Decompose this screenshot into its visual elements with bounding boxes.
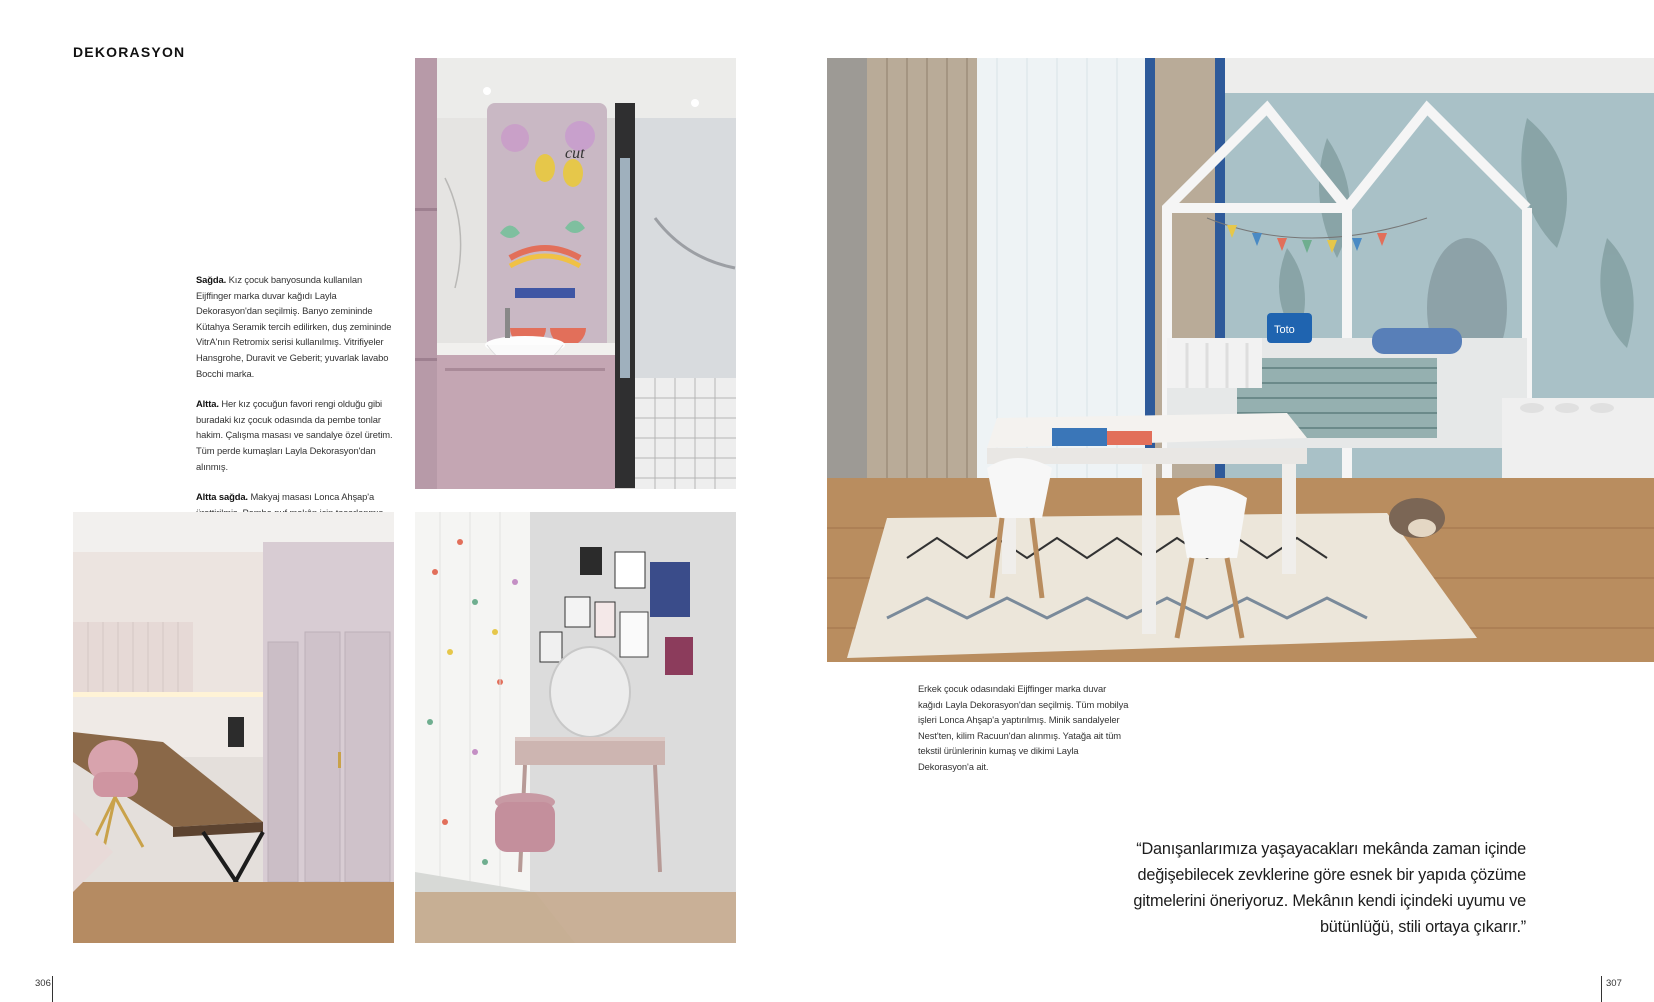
wallpaper-word-1: cut	[565, 145, 585, 162]
page-number-left: 306	[35, 978, 51, 989]
caption-altta-sagda: Altta sağda. Makyaj masası Lonca Ahşap'a	[196, 491, 375, 503]
photo-bathroom	[415, 58, 736, 489]
caption-altta: Altta. Her kız çocuğun favori rengi olduğu gibi buradaki kız çocuk odasında da pembe tonlar hakim. Çalışma masası ve sandalye özel üretim. Tüm perde kumaşları Layla Dekorasyon'dan alınmış.	[196, 398, 393, 472]
caption-boys-room: Erkek çocuk odasındaki Eijffinger marka duvar kağıdı Layla Dekorasyon'dan seçilmiş. Tüm mobilya işleri Lonca Ahşap'a yaptırılmış. Minik sandalyeler Nest'ten, kilim Racuun'dan alınmış. Yatağa ait tüm tekstil ürünlerinin kumaş ve dikimi Layla Dekorasyon'a ait.	[918, 683, 1129, 772]
photo-boys-room	[827, 58, 1654, 662]
pillow-text: Toto	[1274, 324, 1295, 336]
page-rule-right	[1601, 976, 1602, 1002]
section-label: DEKORASYON	[73, 44, 186, 60]
page-number-right: 307	[1606, 978, 1622, 989]
caption-sagda: Sağda. Kız çocuk banyosunda kullanılan Eijffinger marka duvar kağıdı Layla Dekorasyon'dan seçilmiş. Banyo zemininde Kütahya Seramik tercih edilirken, duş zemininde VitrA'nın Retromix serisi kullanılmış. Vitrifiyeler Hansgrohe, Duravit ve Geberit; yuvarlak lavabo Bocchi marka.	[196, 274, 392, 379]
pull-quote: “Danışanlarımıza yaşayacakları mekânda zaman içinde değişebilecek zevklerine göre esnek bir yapıda çözüme gitmelerini öneriyoruz. Mekânın kendi içindeki uyumu ve bütünlüğü, stili ortaya çıkarır.”	[1133, 840, 1526, 936]
photo-study-room	[73, 512, 394, 943]
photo-vanity	[415, 512, 736, 943]
page-rule-left	[52, 976, 53, 1002]
captions-group	[196, 272, 394, 535]
